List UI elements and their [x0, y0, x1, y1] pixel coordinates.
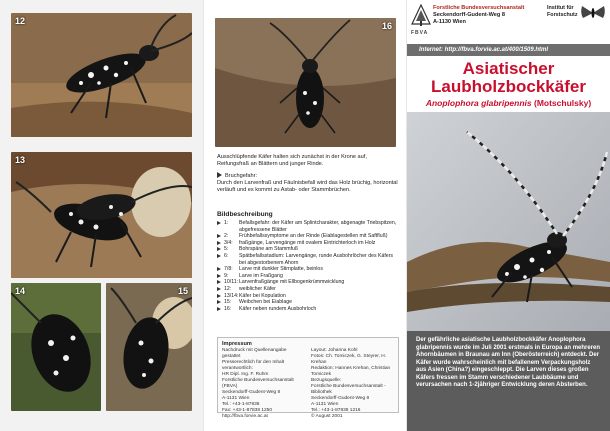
list-item: 3/4: fraßgänge, Larvengänge mit ovalem Eintrichterloch im Holz	[217, 240, 399, 247]
list-item: 5: Bohrspäne am Stammfuß	[217, 246, 399, 253]
bullet-triangle-icon	[217, 307, 221, 311]
list-item: 12: weiblicher Käfer	[217, 286, 399, 293]
photo-13	[11, 152, 192, 278]
list-item: 10/11: Larvenfraßgänge mit Ellbogenkrümmwicklung	[217, 279, 399, 286]
list-item: 15: Weibchen bei Eiablage	[217, 299, 399, 306]
bullet-triangle-icon	[217, 274, 221, 278]
list-item: 16: Käfer neben rundem Ausbohrloch	[217, 306, 399, 313]
bildbeschreibung-list	[217, 220, 399, 312]
left-panel	[0, 0, 203, 431]
list-item: 13/14: Käfer bei Kopulation	[217, 293, 399, 300]
impressum-box	[217, 337, 399, 419]
description-text: Der gefährliche asiatische Laubholzbockkäfer Anoplophora glabripennis wurde im Juli 2001 erstmals in Europa an mehreren Ahornbäumen in Braunau am Inn (Oberösterreich) entdeckt. Der Käfer wurde wahrscheinlich mit befallenem Verpackungsholz aus Asien (China?) eingeschleppt. Die Larven dieses großen Käfers fressen im Stamm verschiedener Laubbäume und verursachen nach 1-2jähriger Entwicklung deren Absterben.	[416, 337, 601, 388]
bullet-triangle-icon	[217, 267, 221, 271]
bullet-triangle-icon	[217, 234, 221, 238]
bildbeschreibung-title: Bildbeschreibung	[217, 211, 273, 218]
page-title: Asiatischer Laubholzbockkäfer	[431, 59, 586, 96]
impressum-link[interactable]: http://fbva.forvie.ac.at	[222, 414, 268, 419]
bullet-triangle-icon	[217, 172, 222, 178]
impressum-right-column: Layout: Johanna Kohl Fotos: Ch. Tomiczek, G. Steyrer, H. Krehan Redaktion: Hannes Krehan, Christian Tomiczek Bezugsquelle: Forstliche Bundesversuchsanstalt - Bibliothek Seckendorff-Gudent-Weg 8 A-1131 Wien Tel.: +43-1-87838 1216 © August 2001	[311, 348, 391, 419]
bildbeschreibung-section	[217, 211, 399, 312]
institute-department: Institut für Forstschutz	[547, 5, 578, 18]
beetle-photo-12	[11, 13, 192, 137]
list-item: 1: Befallsgefahr: der Käfer am Splintcharakter, abgenagte Triebspitzen, abgefressene Blätter	[217, 220, 399, 233]
bullet-triangle-icon	[217, 254, 221, 258]
list-item: 7/8: Larve mit dunkler Stirnplatte, beinlos	[217, 266, 399, 273]
bullet-triangle-icon	[217, 221, 221, 225]
list-item: 9: Larve im Fraßgang	[217, 273, 399, 280]
moth-icon	[580, 4, 606, 22]
photo-16	[215, 18, 396, 147]
fbva-logo-icon	[411, 4, 431, 28]
bullet-triangle-icon	[217, 280, 221, 284]
photo-15	[106, 283, 192, 411]
logo-label: FBVA	[411, 30, 429, 36]
bruchgefahr-section	[217, 172, 399, 195]
photo-16-caption: Ausschlüpfende Käfer halten sich zunächst in der Krone auf, Reifungsfraß an Blättern und junger Rinde.	[217, 154, 367, 168]
scientific-name: Anoplophora glabripennis (Motschulsky)	[425, 98, 592, 108]
list-item: 6: Spätbefallsstadium: Larvengänge, runde Ausbohrlöcher des Käfers bei abgestorbenem Ahorn	[217, 253, 399, 266]
bullet-triangle-icon	[217, 287, 221, 291]
beetle-photo-13	[11, 152, 192, 278]
middle-panel	[204, 0, 406, 431]
beetle-photo-16	[215, 18, 396, 147]
bullet-triangle-icon	[217, 300, 221, 304]
photo-12	[11, 13, 192, 137]
photo-number-16: 16	[381, 21, 392, 31]
beetle-hero-photo	[407, 112, 610, 331]
photo-14	[11, 283, 101, 411]
bullet-triangle-icon	[217, 247, 221, 251]
bullet-triangle-icon	[217, 294, 221, 298]
impressum-title: Impressum	[222, 341, 252, 347]
bruchgefahr-title: Bruchgefahr:	[225, 173, 258, 179]
hero-photo	[407, 112, 610, 331]
beetle-photo-14	[11, 283, 101, 411]
bruchgefahr-text: Durch den Larvenfraß und Fäulnisbefall wird das Holz brüchig, horizontal verläuft und es kommt zu Astab- oder Stammbrüchen.	[217, 180, 398, 194]
institution-address: Forstliche Bundesversuchsanstalt Seckendorff-Gudent-Weg 8 A-1130 Wien	[433, 5, 525, 25]
impressum-left-column: Nachdruck mit Quellenangabe gestattet Presserechtlich für den Inhalt verantwortlich: HR Dipl. Ing. F. Ruhm Forstliche Bundesversuchsanstalt (FBVA) Seckendorff-Gudent-Weg 8 A-1131 Wien Tel.: +43-1-87838 Fax: +43-1-87838 1250 http://fbva.forvie.ac.at	[222, 348, 305, 420]
photo-number-13: 13	[15, 155, 26, 165]
description-box	[407, 331, 610, 431]
photo-number-14: 14	[15, 286, 26, 296]
list-item: 2: Frühbefallssymptome an der Rinde (Eiablagestellen mit Saftfluß)	[217, 233, 399, 240]
bullet-triangle-icon	[217, 241, 221, 245]
beetle-photo-15	[106, 283, 192, 411]
internet-link[interactable]: Internet: http://fbva.forvie.ac.at/400/1509.html	[407, 44, 610, 56]
photo-number-12: 12	[15, 16, 26, 26]
photo-number-15: 15	[177, 286, 188, 296]
right-panel	[407, 0, 610, 431]
header	[407, 0, 610, 44]
